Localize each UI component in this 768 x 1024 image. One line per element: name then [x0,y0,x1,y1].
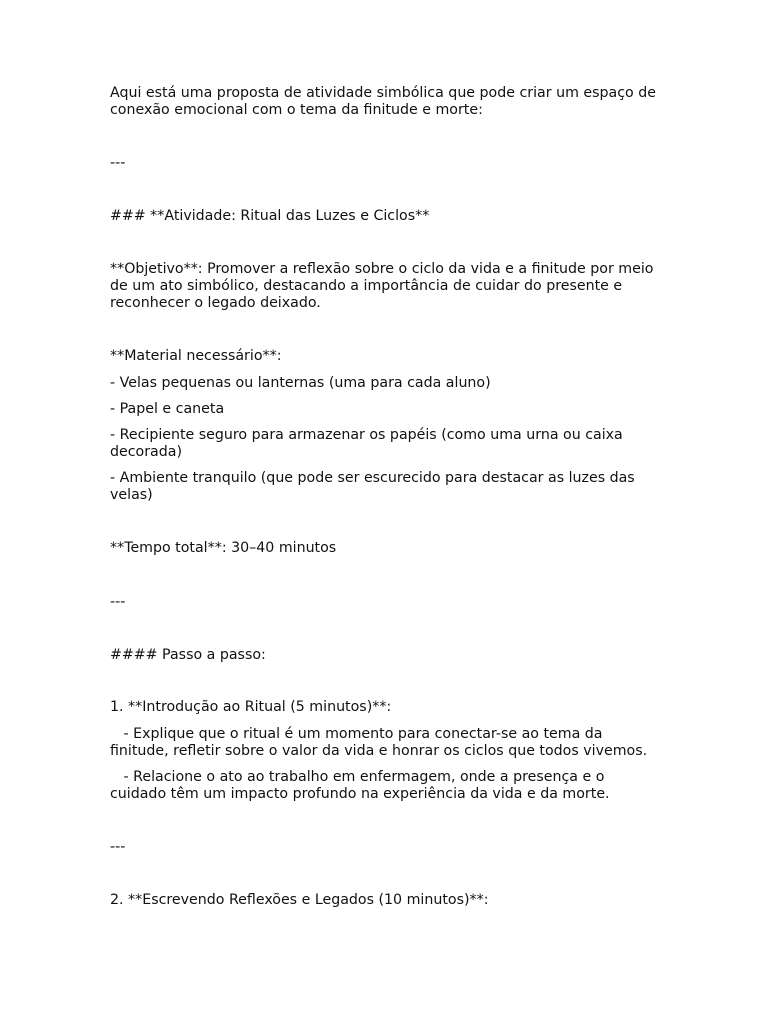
intro-line-2: conexão emocional com o tema da finitude e morte: [110,102,483,118]
objective-line-3: reconhecer o legado deixado. [110,295,321,311]
material-item-4: - Ambiente tranquilo (que pode ser escurecido para destacar as luzes das [110,470,635,486]
step-1-bullet-2-cont: cuidado têm um impacto profundo na experiência da vida e da morte. [110,786,610,802]
steps-heading: #### Passo a passo: [110,647,266,663]
activity-heading: ### **Atividade: Ritual das Luzes e Ciclos** [110,208,430,224]
material-item-3: - Recipiente seguro para armazenar os papéis (como uma urna ou caixa [110,427,623,443]
separator: --- [110,839,126,855]
step-1-bullet-1: - Explique que o ritual é um momento para conectar-se ao tema da [110,726,603,742]
separator: --- [110,155,126,171]
objective-line-2: de um ato simbólico, destacando a importância de cuidar do presente e [110,278,623,294]
separator: --- [110,594,126,610]
step-1-bullet-1-cont: finitude, refletir sobre o valor da vida e honrar os ciclos que todos vivemos. [110,743,648,759]
step-2-title: 2. **Escrevendo Reflexões e Legados (10 minutos)**: [110,892,489,908]
materials-heading: **Material necessário**: [110,348,282,364]
material-item-3-cont: decorada) [110,444,182,460]
total-time: **Tempo total**: 30–40 minutos [110,540,337,556]
step-1-bullet-2: - Relacione o ato ao trabalho em enfermagem, onde a presença e o [110,769,605,785]
material-item-1: - Velas pequenas ou lanternas (uma para cada aluno) [110,375,491,391]
material-item-4-cont: velas) [110,487,153,503]
intro-line-1: Aqui está uma proposta de atividade simbólica que pode criar um espaço de [110,85,656,101]
step-1-title: 1. **Introdução ao Ritual (5 minutos)**: [110,699,392,715]
material-item-2: - Papel e caneta [110,401,225,417]
objective-line-1: **Objetivo**: Promover a reflexão sobre o ciclo da vida e a finitude por meio [110,261,654,277]
